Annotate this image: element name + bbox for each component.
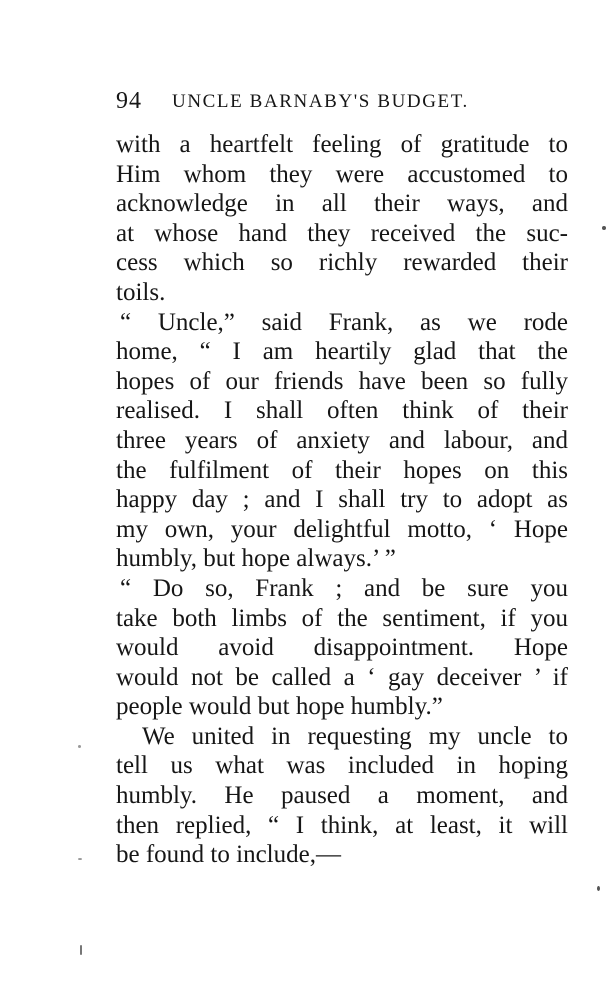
text-line: toils.	[116, 278, 166, 306]
paragraph-4	[116, 722, 568, 870]
text-line: cess which so richly rewarded their	[116, 249, 568, 277]
page-number: 94	[116, 88, 142, 114]
text-line: hopes of our friends have been so fully	[116, 367, 568, 395]
text-line: home, “ I am heartily glad that the	[116, 338, 568, 366]
text-line: would not be called a ‘ gay deceiver ’ if	[116, 663, 568, 691]
scan-speck	[78, 858, 82, 860]
text-line: then replied, “ I think, at least, it will	[116, 811, 568, 839]
text-line: my own, your delightful motto, ‘ Hope	[116, 515, 568, 543]
text-line: happy day ; and I shall try to adopt as	[116, 486, 568, 514]
text-line: acknowledge in all their ways, and	[116, 190, 568, 218]
text-line: with a heartfelt feeling of gratitude to	[116, 131, 568, 158]
running-head: UNCLE BARNABY'S BUDGET.	[172, 91, 469, 112]
text-line: “ Uncle,” said Frank, as we rode	[120, 308, 568, 336]
body-text	[116, 130, 568, 870]
scan-speck	[597, 886, 600, 891]
text-line: tell us what was included in hoping	[116, 752, 568, 780]
scan-speck	[80, 945, 82, 955]
scan-speck	[602, 226, 606, 230]
page-header	[116, 88, 568, 118]
text-line: We united in requesting my uncle to	[142, 722, 568, 750]
text-line: be found to include,—	[116, 841, 341, 869]
paragraph-2	[116, 308, 568, 574]
text-line: “ Do so, Frank ; and be sure you	[120, 574, 568, 602]
text-line: three years of anxiety and labour, and	[116, 426, 568, 454]
text-line: take both limbs of the sentiment, if you	[116, 604, 568, 632]
paragraph-1	[116, 130, 568, 308]
text-line: at whose hand they received the suc-	[116, 219, 568, 247]
text-line: realised. I shall often think of their	[116, 397, 568, 425]
text-line: Him whom they were accustomed to	[116, 160, 568, 188]
text-line: would avoid disappointment. Hope	[116, 634, 568, 662]
text-line: people would but hope humbly.”	[116, 693, 443, 721]
text-line: the fulfilment of their hopes on this	[116, 456, 568, 484]
text-line: humbly. He paused a moment, and	[116, 782, 568, 810]
paragraph-3	[116, 574, 568, 722]
scan-speck	[78, 745, 81, 748]
text-line: humbly, but hope always.’ ”	[116, 545, 396, 573]
